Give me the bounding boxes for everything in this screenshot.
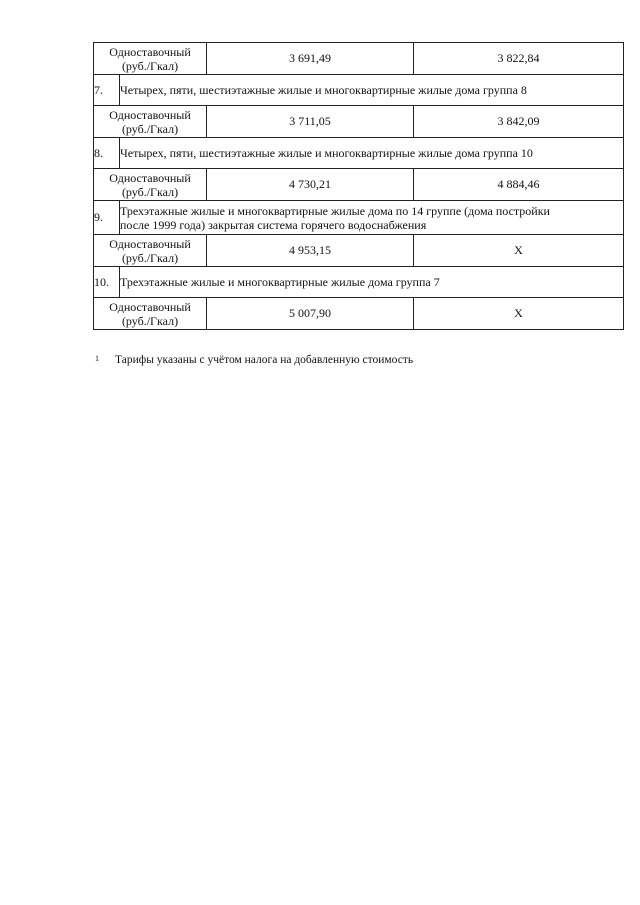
rate-unit-label: (руб./Гкал) xyxy=(121,121,179,136)
tariff-value-cell: 3 711,05 xyxy=(207,106,414,138)
table-row xyxy=(94,169,624,201)
tariff-value-cell: 4 884,46 xyxy=(414,169,624,201)
group-description-cell xyxy=(120,75,624,106)
rate-unit-label: (руб./Гкал) xyxy=(121,250,179,265)
group-description: Трехэтажные жилые и многоквартирные жилые дома группа 7 xyxy=(120,275,440,289)
group-description: Трехэтажные жилые и многоквартирные жилые дома по 14 группе (дома постройки xyxy=(120,203,550,218)
row-number-cell: 10. xyxy=(94,267,120,298)
rate-type-label: Одноставочный xyxy=(109,107,191,122)
tariff-table-body xyxy=(94,43,624,330)
rate-type-cell xyxy=(94,169,207,201)
rate-unit-label: (руб./Гкал) xyxy=(121,58,179,73)
tariff-table xyxy=(93,42,624,330)
tariff-value-cell: 3 691,49 xyxy=(207,43,414,75)
tariff-value-cell: 5 007,90 xyxy=(207,298,414,330)
tariff-value-cell: 4 730,21 xyxy=(207,169,414,201)
table-row xyxy=(94,235,624,267)
table-row xyxy=(94,298,624,330)
row-number-cell: 8. xyxy=(94,138,120,169)
rate-type-label: Одноставочный xyxy=(109,236,191,251)
table-row xyxy=(94,267,624,298)
table-row xyxy=(94,106,624,138)
table-row xyxy=(94,43,624,75)
table-row xyxy=(94,138,624,169)
rate-type-label: Одноставочный xyxy=(109,299,191,314)
rate-type-label: Одноставочный xyxy=(109,170,191,185)
tariff-value-cell: X xyxy=(414,298,624,330)
rate-type-cell xyxy=(94,235,207,267)
rate-type-cell xyxy=(94,106,207,138)
row-number-cell: 9. xyxy=(94,201,120,235)
rate-type-cell xyxy=(94,43,207,75)
group-description: Четырех, пяти, шестиэтажные жилые и многоквартирные жилые дома группа 10 xyxy=(120,146,533,160)
row-number-cell: 7. xyxy=(94,75,120,106)
group-description-cell xyxy=(120,267,624,298)
footnote xyxy=(95,354,413,366)
table-row xyxy=(94,75,624,106)
footnote-mark: 1 xyxy=(95,354,99,363)
rate-unit-label: (руб./Гкал) xyxy=(121,313,179,328)
group-description: Четырех, пяти, шестиэтажные жилые и многоквартирные жилые дома группа 8 xyxy=(120,83,527,97)
group-description-cell xyxy=(120,138,624,169)
rate-unit-label: (руб./Гкал) xyxy=(121,184,179,199)
rate-type-cell xyxy=(94,298,207,330)
footnote-text: Тарифы указаны с учётом налога на добавленную стоимость xyxy=(115,354,414,366)
tariff-value-cell: X xyxy=(414,235,624,267)
tariff-value-cell: 3 822,84 xyxy=(414,43,624,75)
tariff-value-cell: 3 842,09 xyxy=(414,106,624,138)
tariff-value-cell: 4 953,15 xyxy=(207,235,414,267)
rate-type-label: Одноставочный xyxy=(109,44,191,59)
group-description-continued: после 1999 года) закрытая система горячего водоснабжения xyxy=(120,217,427,232)
table-row xyxy=(94,201,624,235)
group-description-cell xyxy=(120,201,624,235)
